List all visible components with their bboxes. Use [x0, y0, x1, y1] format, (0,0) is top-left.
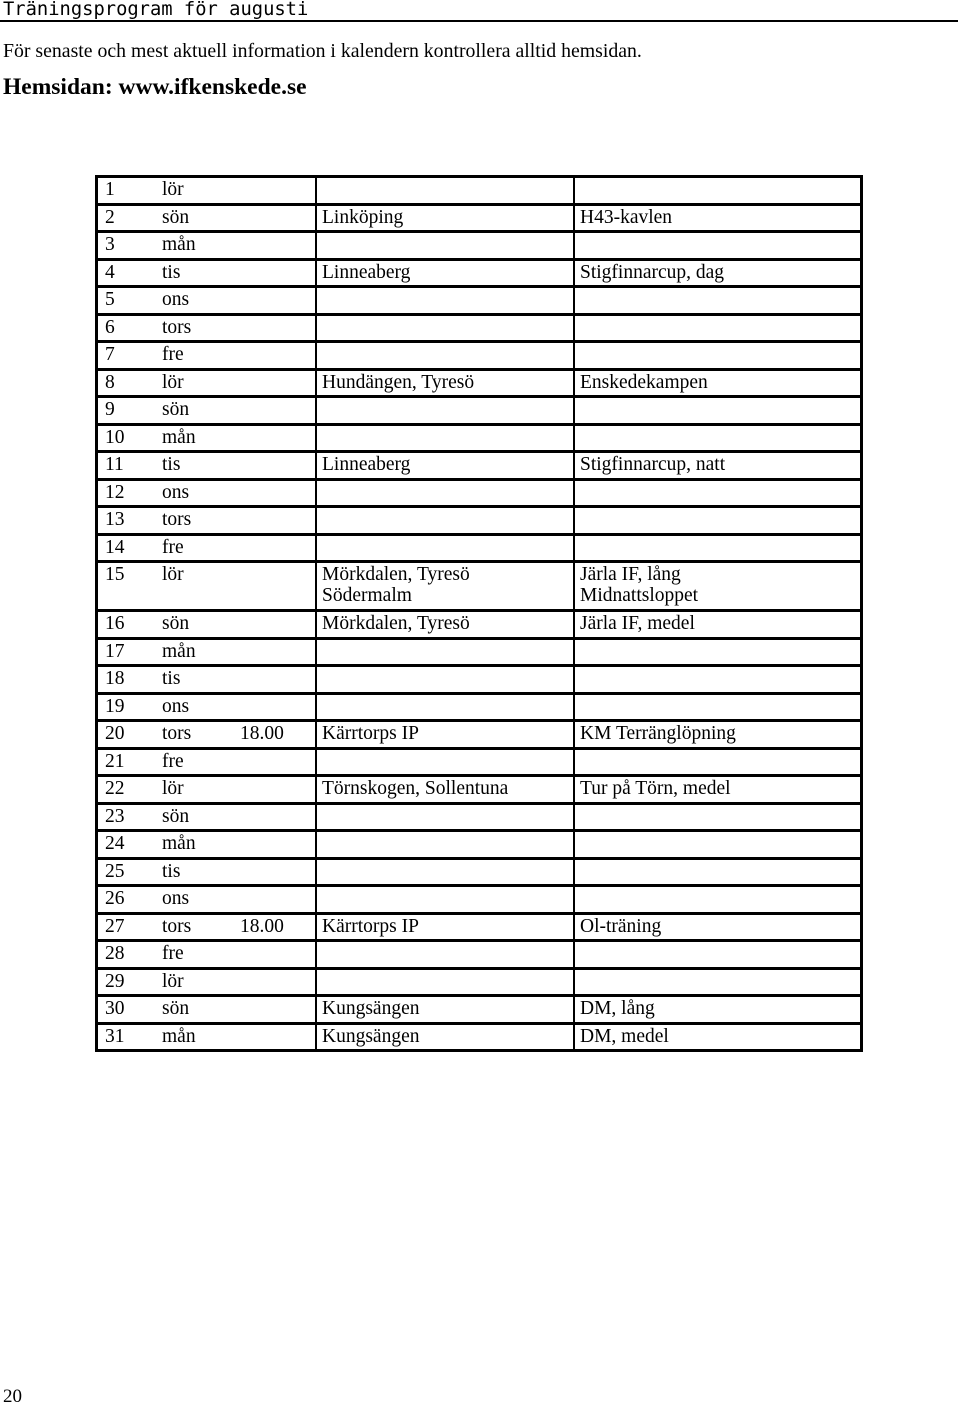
start-time-cell [235, 481, 315, 506]
event-cell [573, 970, 860, 995]
table-row [98, 285, 860, 313]
day-number-cell [98, 316, 155, 341]
location-cell [315, 1025, 573, 1050]
day-number-cell [98, 233, 155, 258]
day-number-cell [98, 481, 155, 506]
schedule-table [95, 175, 863, 1052]
weekday-cell [155, 536, 235, 561]
day-number-text: 3 [105, 234, 115, 255]
day-number-text: 17 [105, 640, 125, 662]
location-cell [315, 805, 573, 830]
weekday-text: sön [162, 805, 190, 827]
location-cell [315, 915, 573, 940]
day-number-text: 18 [105, 668, 125, 689]
weekday-cell [155, 805, 235, 830]
location-cell [315, 722, 573, 747]
location-cell [315, 640, 573, 665]
table-row [98, 478, 860, 506]
weekday-cell [155, 915, 235, 940]
info-text: För senaste och mest aktuell information i kalendern kontrollera alltid hemsidan. [3, 40, 642, 62]
weekday-cell [155, 722, 235, 747]
event-cell [573, 371, 860, 396]
location-cell [315, 667, 573, 692]
event-cell [573, 481, 860, 506]
location-text: Kungsängen [322, 998, 420, 1019]
weekday-cell [155, 1025, 235, 1050]
day-number-cell [98, 915, 155, 940]
event-cell [573, 508, 860, 533]
event-cell [573, 233, 860, 258]
start-time-cell [235, 316, 315, 341]
day-number-text: 24 [105, 833, 125, 854]
weekday-cell [155, 860, 235, 885]
weekday-cell [155, 371, 235, 396]
event-cell [573, 563, 860, 609]
weekday-cell [155, 206, 235, 231]
start-time-cell [235, 970, 315, 995]
table-row [98, 994, 860, 1022]
table-row [98, 857, 860, 885]
location-cell [315, 316, 573, 341]
event-cell [573, 206, 860, 231]
location-cell [315, 612, 573, 637]
day-number-text: 26 [105, 888, 125, 909]
event-text: H43-kavlen [580, 206, 673, 228]
weekday-text: lör [162, 179, 184, 200]
event-cell [573, 288, 860, 313]
event-cell [573, 860, 860, 885]
day-number-cell [98, 997, 155, 1022]
start-time-cell [235, 915, 315, 940]
table-row [98, 829, 860, 857]
weekday-text: lör [162, 970, 184, 992]
weekday-text: tors [162, 723, 192, 744]
table-row [98, 395, 860, 423]
day-number-cell [98, 832, 155, 857]
day-number-text: 29 [105, 970, 125, 992]
weekday-text: sön [162, 613, 190, 634]
homepage-text: Hemsidan: www.ifkenskede.se [3, 74, 307, 100]
table-row [98, 450, 860, 478]
location-cell [315, 426, 573, 451]
event-cell [573, 178, 860, 203]
event-cell [573, 777, 860, 802]
weekday-cell [155, 178, 235, 203]
event-text: Enskedekampen [580, 371, 708, 393]
day-number-text: 22 [105, 778, 125, 799]
event-text: Stigfinnarcup, dag [580, 261, 725, 283]
start-time-text: 18.00 [240, 723, 284, 744]
weekday-cell [155, 481, 235, 506]
day-number-text: 4 [105, 261, 115, 283]
weekday-text: mån [162, 234, 196, 255]
start-time-cell [235, 832, 315, 857]
weekday-text: tis [162, 454, 181, 475]
event-cell [573, 453, 860, 478]
weekday-text: sön [162, 998, 190, 1019]
table-row [98, 637, 860, 665]
event-cell [573, 667, 860, 692]
location-cell [315, 481, 573, 506]
day-number-cell [98, 805, 155, 830]
start-time-cell [235, 288, 315, 313]
day-number-cell [98, 371, 155, 396]
location-cell [315, 398, 573, 423]
event-line: Järla IF, lång [580, 564, 681, 585]
weekday-cell [155, 997, 235, 1022]
location-cell [315, 563, 573, 609]
weekday-text: tis [162, 261, 181, 283]
day-number-cell [98, 667, 155, 692]
day-number-cell [98, 942, 155, 967]
location-text: Kärrtorps IP [322, 723, 419, 744]
table-row [98, 533, 860, 561]
start-time-text: 18.00 [240, 915, 284, 937]
weekday-cell [155, 316, 235, 341]
weekday-text: tis [162, 668, 181, 689]
event-cell [573, 997, 860, 1022]
table-row [98, 967, 860, 995]
day-number-cell [98, 1025, 155, 1050]
event-cell [573, 316, 860, 341]
day-number-text: 10 [105, 426, 125, 448]
table-row [98, 747, 860, 775]
weekday-text: tors [162, 915, 192, 937]
table-row [98, 340, 860, 368]
table-row [98, 939, 860, 967]
start-time-cell [235, 178, 315, 203]
event-cell [573, 1025, 860, 1050]
start-time-cell [235, 261, 315, 286]
weekday-text: ons [162, 888, 190, 909]
table-row [98, 230, 860, 258]
day-number-text: 15 [105, 564, 125, 585]
table-row [98, 258, 860, 286]
day-number-cell [98, 398, 155, 423]
event-cell [573, 426, 860, 451]
start-time-cell [235, 860, 315, 885]
table-row [98, 368, 860, 396]
weekday-text: mån [162, 833, 196, 854]
table-row [98, 884, 860, 912]
weekday-cell [155, 970, 235, 995]
start-time-cell [235, 640, 315, 665]
start-time-cell [235, 942, 315, 967]
start-time-cell [235, 206, 315, 231]
table-row [98, 560, 860, 609]
table-row [98, 719, 860, 747]
weekday-text: mån [162, 640, 196, 662]
start-time-cell [235, 398, 315, 423]
day-number-cell [98, 453, 155, 478]
event-text: Ol-träning [580, 915, 662, 937]
event-line: Midnattsloppet [580, 585, 699, 606]
event-cell [573, 640, 860, 665]
day-number-text: 13 [105, 509, 125, 530]
start-time-cell [235, 1025, 315, 1050]
event-cell [573, 343, 860, 368]
event-cell [573, 832, 860, 857]
day-number-text: 28 [105, 943, 125, 964]
location-line: Södermalm [322, 585, 412, 606]
day-number-text: 21 [105, 750, 125, 772]
location-text: Kärrtorps IP [322, 915, 419, 937]
location-cell [315, 997, 573, 1022]
day-number-cell [98, 178, 155, 203]
event-cell [573, 750, 860, 775]
day-number-text: 19 [105, 695, 125, 717]
start-time-cell [235, 805, 315, 830]
day-number-cell [98, 612, 155, 637]
weekday-cell [155, 288, 235, 313]
weekday-cell [155, 750, 235, 775]
start-time-cell [235, 453, 315, 478]
location-cell [315, 233, 573, 258]
day-number-text: 25 [105, 860, 125, 882]
location-cell [315, 942, 573, 967]
weekday-text: tis [162, 860, 181, 882]
event-cell [573, 398, 860, 423]
table-row [98, 692, 860, 720]
location-cell [315, 887, 573, 912]
day-number-cell [98, 206, 155, 231]
weekday-cell [155, 398, 235, 423]
event-text: Stigfinnarcup, natt [580, 454, 726, 475]
location-text: Hundängen, Tyresö [322, 371, 475, 393]
weekday-text: ons [162, 289, 190, 310]
page-number: 20 [3, 1386, 22, 1407]
day-number-cell [98, 508, 155, 533]
table-row [98, 774, 860, 802]
weekday-cell [155, 942, 235, 967]
table-row [98, 912, 860, 940]
weekday-cell [155, 426, 235, 451]
event-cell [573, 536, 860, 561]
weekday-cell [155, 612, 235, 637]
start-time-cell [235, 667, 315, 692]
start-time-cell [235, 750, 315, 775]
day-number-cell [98, 563, 155, 609]
weekday-text: sön [162, 399, 190, 420]
location-cell [315, 695, 573, 720]
location-text: Mörkdalen, Tyresö [322, 613, 470, 634]
event-text: DM, lång [580, 998, 655, 1019]
location-text: Linneaberg [322, 261, 411, 283]
weekday-text: mån [162, 1025, 196, 1047]
event-cell [573, 887, 860, 912]
event-text: DM, medel [580, 1025, 669, 1047]
weekday-text: tors [162, 509, 192, 530]
start-time-cell [235, 536, 315, 561]
weekday-cell [155, 640, 235, 665]
weekday-cell [155, 777, 235, 802]
start-time-cell [235, 777, 315, 802]
weekday-text: fre [162, 344, 184, 365]
day-number-text: 1 [105, 179, 115, 200]
start-time-cell [235, 887, 315, 912]
location-text: Kungsängen [322, 1025, 420, 1047]
location-cell [315, 343, 573, 368]
day-number-text: 31 [105, 1025, 125, 1047]
table-row [98, 1022, 860, 1050]
event-cell [573, 722, 860, 747]
location-cell [315, 970, 573, 995]
location-cell [315, 536, 573, 561]
day-number-text: 30 [105, 998, 125, 1019]
location-cell [315, 860, 573, 885]
event-cell [573, 915, 860, 940]
weekday-cell [155, 887, 235, 912]
weekday-text: mån [162, 426, 196, 448]
weekday-text: lör [162, 371, 184, 393]
day-number-cell [98, 750, 155, 775]
day-number-cell [98, 426, 155, 451]
day-number-cell [98, 970, 155, 995]
start-time-cell [235, 508, 315, 533]
day-number-cell [98, 695, 155, 720]
location-text: Linneaberg [322, 454, 411, 475]
location-cell [315, 206, 573, 231]
day-number-text: 14 [105, 536, 125, 558]
weekday-cell [155, 233, 235, 258]
day-number-text: 2 [105, 206, 115, 228]
day-number-cell [98, 261, 155, 286]
table-row [98, 609, 860, 637]
weekday-text: lör [162, 564, 184, 585]
location-cell [315, 508, 573, 533]
location-text: Törnskogen, Sollentuna [322, 778, 509, 799]
location-cell [315, 261, 573, 286]
location-cell [315, 750, 573, 775]
day-number-cell [98, 536, 155, 561]
weekday-text: sön [162, 206, 190, 228]
day-number-cell [98, 860, 155, 885]
table-row [98, 423, 860, 451]
day-number-text: 16 [105, 613, 125, 634]
table-row [98, 203, 860, 231]
weekday-text: fre [162, 536, 184, 558]
start-time-cell [235, 612, 315, 637]
event-cell [573, 612, 860, 637]
location-cell [315, 288, 573, 313]
day-number-cell [98, 288, 155, 313]
location-cell [315, 371, 573, 396]
weekday-cell [155, 667, 235, 692]
weekday-cell [155, 453, 235, 478]
day-number-cell [98, 887, 155, 912]
start-time-cell [235, 343, 315, 368]
table-row [98, 313, 860, 341]
weekday-text: lör [162, 778, 184, 799]
table-row [98, 802, 860, 830]
start-time-cell [235, 426, 315, 451]
day-number-text: 23 [105, 805, 125, 827]
event-cell [573, 805, 860, 830]
day-number-cell [98, 777, 155, 802]
start-time-cell [235, 371, 315, 396]
weekday-text: ons [162, 695, 190, 717]
day-number-text: 6 [105, 316, 115, 338]
day-number-cell [98, 640, 155, 665]
weekday-cell [155, 563, 235, 609]
weekday-text: fre [162, 750, 184, 772]
weekday-cell [155, 695, 235, 720]
weekday-cell [155, 508, 235, 533]
table-row [98, 664, 860, 692]
day-number-text: 12 [105, 481, 125, 503]
day-number-text: 27 [105, 915, 125, 937]
location-line: Mörkdalen, Tyresö [322, 564, 470, 585]
start-time-cell [235, 695, 315, 720]
start-time-cell [235, 233, 315, 258]
event-text: KM Terränglöpning [580, 723, 736, 744]
day-number-text: 9 [105, 399, 115, 420]
weekday-cell [155, 261, 235, 286]
weekday-text: tors [162, 316, 192, 338]
event-text: Järla IF, medel [580, 613, 695, 634]
weekday-cell [155, 343, 235, 368]
event-cell [573, 695, 860, 720]
day-number-text: 5 [105, 289, 115, 310]
event-cell [573, 261, 860, 286]
event-text: Tur på Törn, medel [580, 778, 731, 799]
weekday-text: ons [162, 481, 190, 503]
weekday-cell [155, 832, 235, 857]
start-time-cell [235, 997, 315, 1022]
location-cell [315, 777, 573, 802]
day-number-cell [98, 343, 155, 368]
day-number-text: 8 [105, 371, 115, 393]
location-cell [315, 832, 573, 857]
location-cell [315, 178, 573, 203]
start-time-cell [235, 563, 315, 609]
event-cell [573, 942, 860, 967]
table-row [98, 178, 860, 203]
location-text: Linköping [322, 206, 404, 228]
page-title: Träningsprogram för augusti [3, 0, 309, 20]
title-underline [0, 20, 958, 22]
table-row [98, 505, 860, 533]
day-number-cell [98, 722, 155, 747]
start-time-cell [235, 722, 315, 747]
day-number-text: 20 [105, 723, 125, 744]
day-number-text: 11 [105, 454, 124, 475]
weekday-text: fre [162, 943, 184, 964]
day-number-text: 7 [105, 344, 115, 365]
location-cell [315, 453, 573, 478]
